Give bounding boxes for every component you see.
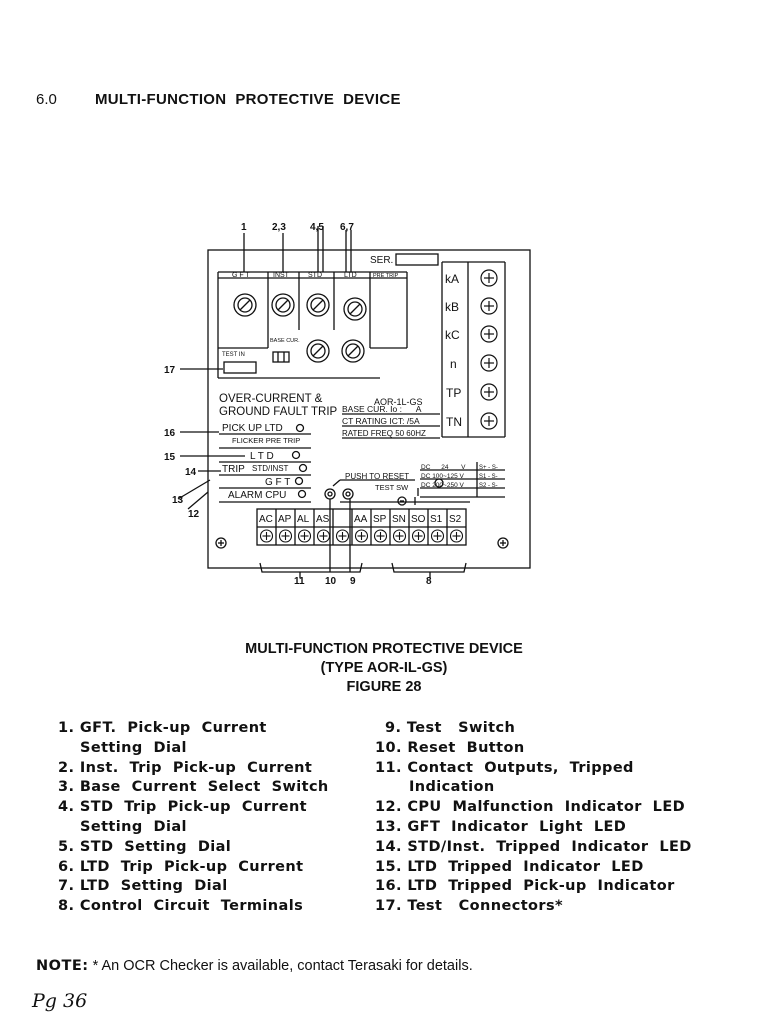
dial-header-ltd: LTD <box>344 272 357 279</box>
caption-line2: (TYPE AOR-IL-GS) <box>320 660 448 676</box>
term-so: SO <box>411 514 426 525</box>
legend-item: 11. Contact Outputs, Tripped <box>375 759 634 776</box>
callout-13: 13 <box>172 495 184 506</box>
callout-17: 17 <box>164 365 176 376</box>
callout-10: 10 <box>325 576 337 587</box>
dial-header-gft: G F T <box>232 272 250 279</box>
footnote <box>36 958 473 974</box>
dc-row-200v: DC 200~250 V <box>421 482 464 489</box>
test-connector <box>224 362 256 373</box>
terminal-tn: TN <box>446 415 462 429</box>
note-label: NOTE: <box>36 958 89 974</box>
s-row-3: S2 - S- <box>479 483 498 489</box>
legend-item: 2. Inst. Trip Pick-up Current <box>58 759 313 776</box>
legend-item: 1. GFT. Pick-up Current <box>58 720 267 736</box>
model-number: AOR-1L-GS <box>374 397 423 407</box>
std-inst-label: STD/INST <box>252 464 289 473</box>
term-aa: AA <box>354 514 368 525</box>
dial-header-pretrip: PRE TRIP <box>373 273 399 279</box>
legend-item: 16. LTD Tripped Pick-up Indicator <box>375 878 675 895</box>
page-number-handwritten: Pg 36 <box>32 990 88 1012</box>
callout-12: 12 <box>188 509 200 520</box>
ltd-indicator-label: L T D <box>250 451 274 462</box>
flicker-pre-trip-label: FLICKER PRE TRIP <box>232 436 301 445</box>
terminal-kc: kC <box>445 328 460 342</box>
legend-item: 4. STD Trip Pick-up Current <box>58 799 308 816</box>
legend-item: 15. LTD Tripped Indicator LED <box>375 858 644 875</box>
legend-item: 13. GFT Indicator Light LED <box>375 818 627 835</box>
legend-item: 8. Control Circuit Terminals <box>58 898 304 915</box>
serial-box <box>396 254 438 265</box>
callout-9: 9 <box>350 576 356 587</box>
legend-item: 5. STD Setting Dial <box>58 838 232 855</box>
term-sp: SP <box>373 514 387 525</box>
terminal-n: n <box>450 357 457 371</box>
legend-item: 14. STD/Inst. Tripped Indicator LED <box>375 838 692 855</box>
term-sn: SN <box>392 514 406 525</box>
dial-header-std: STD <box>308 272 322 279</box>
terminal-tp: TP <box>446 386 462 400</box>
term-ac: AC <box>259 514 273 525</box>
term-ap: AP <box>278 514 292 525</box>
dc-row-100v: DC 100~125 V <box>421 473 464 480</box>
legend-left <box>58 719 329 917</box>
legend-item: Setting Dial <box>80 739 187 756</box>
callout-4-5: 4,5 <box>310 222 324 233</box>
callout-2-3: 2,3 <box>272 222 286 233</box>
terminal-ka: kA <box>445 272 460 286</box>
legend-item: 12. CPU Malfunction Indicator LED <box>375 799 686 816</box>
trip-label: TRIP <box>222 464 245 475</box>
caption-line3: FIGURE 28 <box>346 679 422 695</box>
rated-freq-text: RATED FREQ 50 60HZ <box>342 429 426 438</box>
term-as: AS <box>316 514 330 525</box>
ser-label: SER. <box>370 255 394 266</box>
base-current-switch <box>273 352 289 362</box>
legend-item: Indication <box>409 779 495 796</box>
push-to-reset-label: PUSH TO RESET <box>345 472 410 481</box>
term-s1: S1 <box>430 514 443 525</box>
section-number: 6.0 <box>36 91 57 108</box>
callout-15: 15 <box>164 452 176 463</box>
ct-rating-text: CT RATING ICT: /5A <box>342 416 420 426</box>
caption-line1: MULTI-FUNCTION PROTECTIVE DEVICE <box>245 641 523 657</box>
legend-item: Setting Dial <box>80 818 187 835</box>
note-text: * An OCR Checker is available, contact Terasaki for details. <box>88 958 473 974</box>
dc-row-24v: DC 24 V <box>421 464 466 471</box>
legend-right <box>375 719 692 917</box>
legend-item: 7. LTD Setting Dial <box>58 878 228 895</box>
callout-1: 1 <box>241 222 247 233</box>
legend-item: 9. Test Switch <box>385 720 516 736</box>
test-sw-label: TEST SW <box>375 483 409 492</box>
gft-indicator-label: G F T <box>265 477 291 488</box>
term-s2: S2 <box>449 514 462 525</box>
legend-item: 10. Reset Button <box>375 739 525 756</box>
terminal-kb: kB <box>445 300 460 314</box>
alarm-cpu-label: ALARM CPU <box>228 490 287 501</box>
figure-caption <box>0 640 768 697</box>
legend-item: 3. Base Current Select Switch <box>58 779 329 796</box>
callout-16: 16 <box>164 428 176 439</box>
s-row-1: S+ - S- <box>479 465 498 471</box>
section-title: MULTI-FUNCTION PROTECTIVE DEVICE <box>95 91 401 108</box>
base-cur-switch-label: BASE CUR. <box>270 338 300 344</box>
base-cur-text: BASE CUR. Io : A <box>342 404 422 414</box>
callout-11: 11 <box>294 576 305 587</box>
pick-up-ltd-label: PICK UP LTD <box>222 423 283 434</box>
title-line2: GROUND FAULT TRIP <box>219 406 338 418</box>
term-al: AL <box>297 514 310 525</box>
title-line1: OVER-CURRENT & <box>219 393 323 405</box>
callout-14: 14 <box>185 467 197 478</box>
s-row-2: S1 - S- <box>479 474 498 480</box>
legend-item: 17. Test Connectors* <box>375 898 563 915</box>
callout-6-7: 6,7 <box>340 222 354 233</box>
test-in-label: TEST IN <box>222 352 245 358</box>
callout-8: 8 <box>426 576 432 587</box>
legend-item: 6. LTD Trip Pick-up Current <box>58 858 304 875</box>
dial-header-inst: INST <box>273 272 289 279</box>
